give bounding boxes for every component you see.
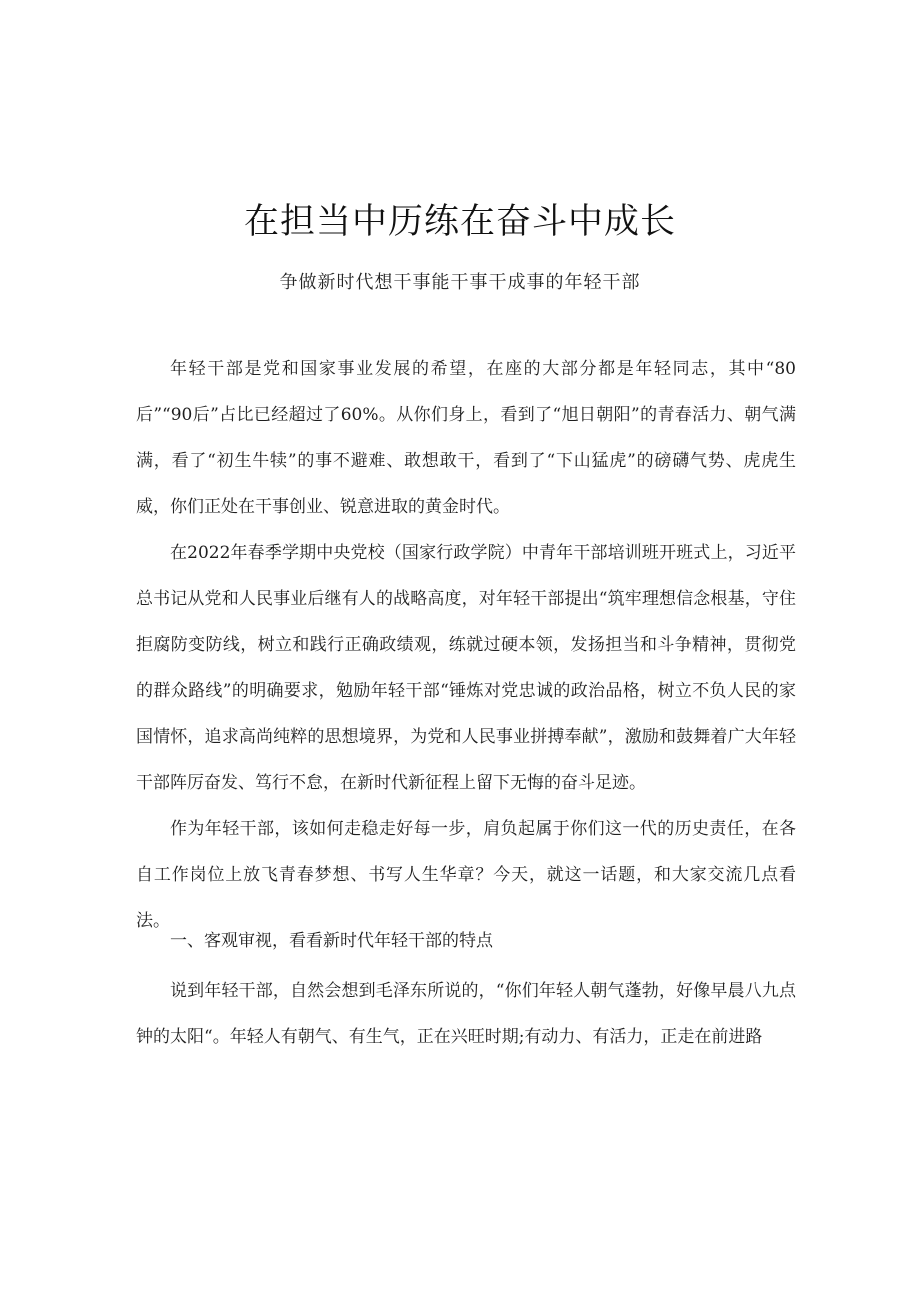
section-heading: 一、客观审视，看看新时代年轻干部的特点 <box>170 931 493 951</box>
paragraph-text: 年轻干部是党和国家事业发展的希望，在座的大部分都是年轻同志，其中“80后”“90后”占比已经超过了60%。从你们身上，看到了“旭日朝阳”的青春活力、朝气满满，看了“初生牛犊”的事不避难、敢想敢干，看到了“下山猛虎”的磅礴气势、虎虎生威，你们正处在干事创业、锐意进取的黄金时代。 <box>136 359 796 517</box>
section-paragraph <box>136 968 796 1060</box>
document-title: 在担当中历练在奋斗中成长 <box>243 202 676 242</box>
paragraph-text: 在2022年春季学期中央党校（国家行政学院）中青年干部培训班开班式上，习近平总书记从党和人民事业后继有人的战略高度，对年轻干部提出“筑牢理想信念根基，守住拒腐防变防线，树立和践行正确政绩观，练就过硬本领，发扬担当和斗争精神，贯彻党的群众路线”的明确要求，勉励年轻干部“锤炼对党忠诚的政治品格，树立不负人民的家国情怀，追求高尚纯粹的思想境界，为党和人民事业拼搏奉献”，激励和鼓舞着广大年轻干部阵厉奋发、笃行不怠，在新时代新征程上留下无悔的奋斗足迹。 <box>136 543 796 793</box>
body-paragraph-2 <box>136 530 796 806</box>
paragraph-text: 作为年轻干部，该如何走稳走好每一步，肩负起属于你们这一代的历史责任，在各自工作岗位上放飞青春梦想、书写人生华章？今天，就这一话题，和大家交流几点看法。 <box>136 819 796 931</box>
document-subtitle: 争做新时代想干事能干事干成事的年轻干部 <box>279 272 641 293</box>
paragraph-text: 说到年轻干部，自然会想到毛泽东所说的，“你们年轻人朝气蓬勃，好像早晨八九点钟的太阳“。年轻人有朝气、有生气，正在兴旺时期;有动力、有活力，正走在前进路 <box>136 981 796 1047</box>
body-paragraph-1 <box>136 346 796 530</box>
